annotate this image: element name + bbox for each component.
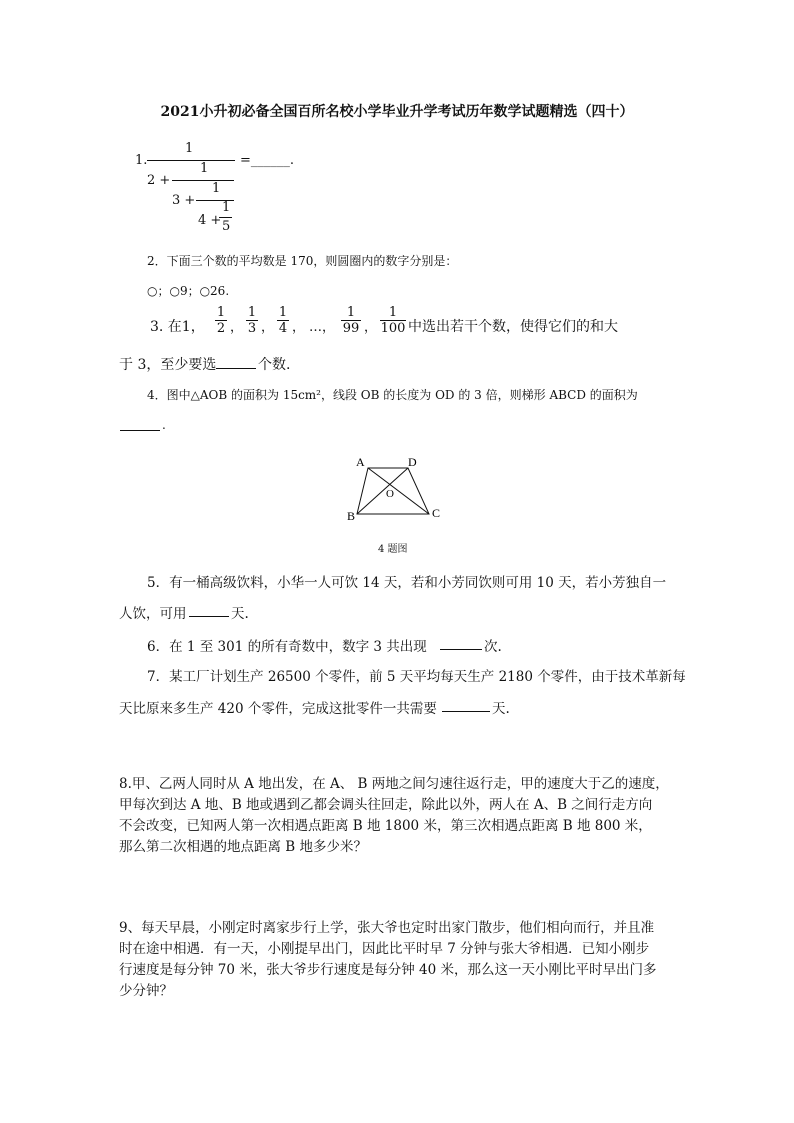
q1-number: 1.	[135, 153, 148, 168]
q1-two-plus: 2 +	[147, 173, 171, 188]
page-title: 2021小升初必备全国百所名校小学毕业升学考试历年数学试题精选（四十）	[160, 104, 634, 120]
q4-text: 4．图中△AOB 的面积为 15cm²，线段 OB 的长度为 OD 的 3 倍，则梯形 ABCD 的面积为	[147, 388, 638, 402]
q2-circles: ○；○9；○26.	[147, 284, 230, 298]
q3-ellipsis: …，	[309, 320, 336, 335]
label-c: C	[432, 506, 441, 520]
q1-fraction-bar-4	[219, 217, 232, 218]
q3-suffix: 中选出若干个数，使得它们的和大	[408, 319, 618, 335]
q9-line-1: 9、每天早晨，小刚定时离家步行上学，张大爷也定时出家门散步，他们相向而行，并且准	[119, 920, 655, 936]
q1-denominator-5: 5	[222, 219, 231, 234]
q5-answer-blank[interactable]	[189, 602, 229, 617]
q6-text-b: 次.	[484, 639, 502, 655]
q3-frac-den: 2	[216, 321, 226, 336]
q3-frac-den: 4	[278, 321, 288, 336]
q9-line-3: 行速度是每分钟 70 米，张大爷步行速度是每分钟 40 米，那么这一天小刚比平时早出门多	[119, 962, 657, 978]
trapezoid-figure	[340, 448, 450, 528]
diagonal-ac	[368, 468, 429, 514]
q8-line-4: 那么第二次相遇的地点距离 B 地多少米？	[119, 839, 368, 855]
q7-line2-b: 天.	[492, 701, 510, 717]
q3-frac-100	[380, 305, 406, 336]
q3-frac-num: 1	[388, 305, 398, 320]
q3-frac-quarter	[277, 305, 289, 336]
q1-fraction-bar-2	[172, 180, 234, 181]
q1-numerator-3: 1	[212, 181, 221, 196]
q1-fraction-bar-1	[147, 160, 235, 161]
q9-line-2: 时在途中相遇．有一天，小刚提早出门，因此比平时早 7 分钟与张大爷相遇．已知小刚步	[119, 941, 650, 957]
q6-answer-blank[interactable]	[440, 635, 482, 650]
q7-answer-blank[interactable]	[442, 697, 490, 712]
q6-text-a: 6．在 1 至 301 的所有奇数中，数字 3 共出现	[147, 639, 427, 655]
label-b: B	[347, 509, 356, 523]
q3-frac-num: 1	[247, 305, 257, 320]
q3-frac-third	[246, 305, 258, 336]
label-d: D	[408, 455, 417, 469]
q8-line-2: 甲每次到达 A 地、B 地或遇到乙都会调头往回走，除此以外，两人在 A、B 之间行走方向	[119, 797, 653, 813]
q3-sep-1: ，	[230, 320, 244, 335]
q8-line-3: 不会改变，已知两人第一次相遇点距离 B 地 1800 米，第三次相遇点距离 B 地 800 米，	[119, 818, 652, 834]
q1-four-plus: 4 +	[198, 213, 222, 228]
q3-frac-num: 1	[278, 305, 288, 320]
q3-frac-den: 99	[342, 321, 360, 336]
q3-frac-half	[215, 305, 227, 336]
q7-line1: 7．某工厂计划生产 26500 个零件，前 5 天平均每天生产 2180 个零件，由于技术革新每	[147, 669, 686, 685]
q1-numerator-4: 1	[222, 200, 231, 215]
q3-frac-den: 3	[247, 321, 257, 336]
q3-answer-blank[interactable]	[216, 354, 256, 369]
q9-line-4: 少分钟？	[119, 983, 173, 999]
q3-sep-2: ，	[261, 320, 275, 335]
label-a: A	[356, 455, 365, 469]
q1-numerator-2: 1	[200, 161, 209, 176]
q3-prefix: 3. 在1，	[150, 319, 205, 335]
q3-sep-3: ，	[292, 320, 306, 335]
q3-line2-a: 于 3，至少要选	[119, 357, 217, 373]
q4-answer-blank[interactable]	[120, 416, 160, 431]
q4-end: .	[162, 418, 166, 432]
q1-numerator-1: 1	[185, 141, 194, 156]
q3-sep-4: ，	[364, 320, 378, 335]
q5-line2-b: 天.	[231, 606, 249, 622]
q5-line1: 5．有一桶高级饮料，小华一人可饮 14 天，若和小芳同饮则可用 10 天，若小芳独自一	[147, 575, 667, 591]
q1-answer: =______.	[240, 153, 295, 168]
q3-line2-b: 个数.	[258, 357, 291, 373]
q3-frac-den: 100	[380, 321, 406, 336]
q8-line-1: 8.甲、乙两人同时从 A 地出发，在 A、 B 两地之间匀速往返行走，甲的速度大于乙的速度，	[119, 776, 669, 792]
q3-frac-num: 1	[346, 305, 356, 320]
q1-three-plus: 3 +	[172, 193, 196, 208]
q3-frac-num: 1	[216, 305, 226, 320]
q5-line2-a: 人饮，可用	[119, 606, 187, 622]
q2-text: 2．下面三个数的平均数是 170，则圆圈内的数字分别是：	[147, 254, 458, 268]
figure-caption: 4 题图	[378, 544, 408, 555]
diagonal-bd	[357, 468, 408, 514]
q7-line2-a: 天比原来多生产 420 个零件，完成这批零件一共需要	[119, 701, 437, 717]
label-o: O	[386, 488, 394, 500]
q3-frac-99	[341, 305, 361, 336]
